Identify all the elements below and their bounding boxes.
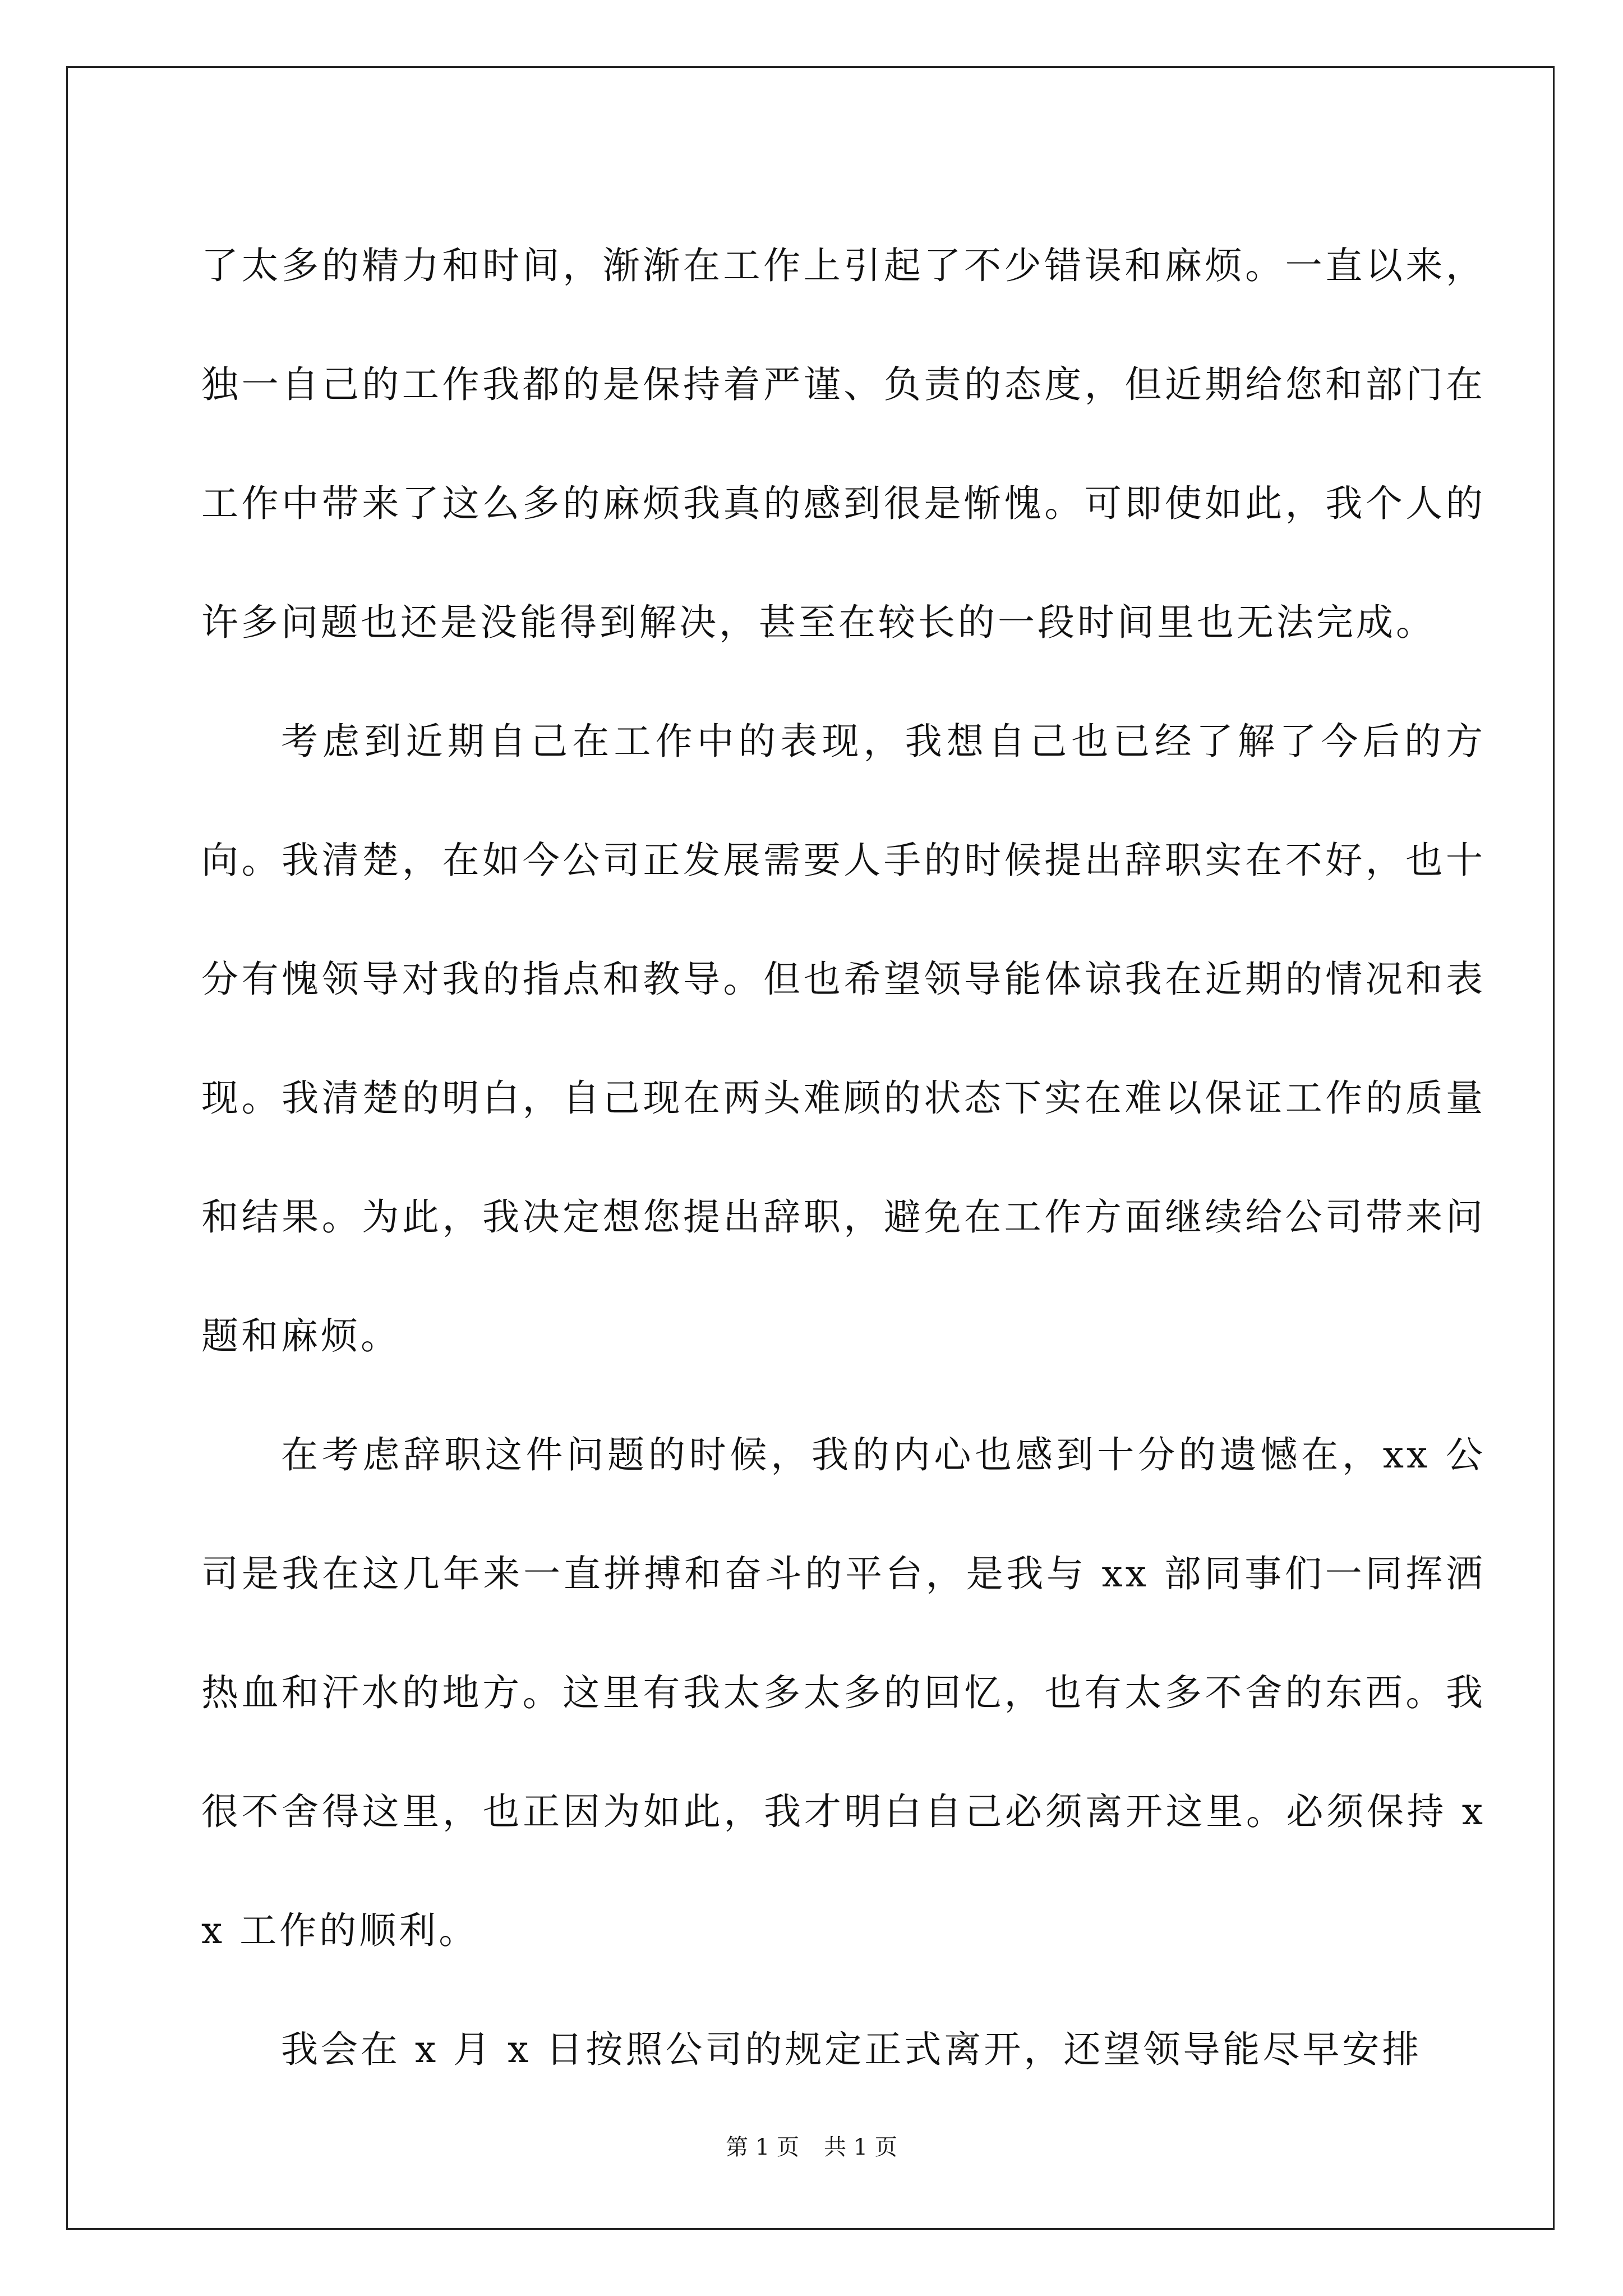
page-footer xyxy=(0,2131,1623,2164)
paragraph-3: 在考虑辞职这件问题的时候，我的内心也感到十分的遗憾在，xx 公司是我在这几年来一直拼搏和奋斗的平台，是我与 xx 部同事们一同挥洒热血和汗水的地方。这里有我太多太多的回忆，也有太多不舍的东西。我很不舍得这里，也正因为如此，我才明白自己必须离开这里。必须保持 xx 工作的顺利。 xyxy=(201,1433,1486,1952)
paragraph-4: 我会在 x 月 x 日按照公司的规定正式离开，还望领导能尽早安排 xyxy=(281,2028,1422,2071)
page-total: 共 1 页 xyxy=(824,2134,897,2160)
paragraph-2: 考虑到近期自己在工作中的表现，我想自己也已经了解了今后的方向。我清楚，在如今公司正发展需要人手的时候提出辞职实在不好，也十分有愧领导对我的指点和教导。但也希望领导能体谅我在近期的情况和表现。我清楚的明白，自己现在两头难顾的状态下实在难以保证工作的质量和结果。为此，我决定想您提出辞职，避免在工作方面继续给公司带来问题和麻烦。 xyxy=(201,720,1486,1358)
document-body xyxy=(201,206,1486,2109)
paragraph-1: 了太多的精力和时间，渐渐在工作上引起了不少错误和麻烦。一直以来，独一自己的工作我都的是保持着严谨、负责的态度，但近期给您和部门在工作中带来了这么多的麻烦我真的感到很是惭愧。可即使如此，我个人的许多问题也还是没能得到解决，甚至在较长的一段时间里也无法完成。 xyxy=(201,244,1486,644)
page-number: 第 1 页 xyxy=(726,2134,799,2160)
